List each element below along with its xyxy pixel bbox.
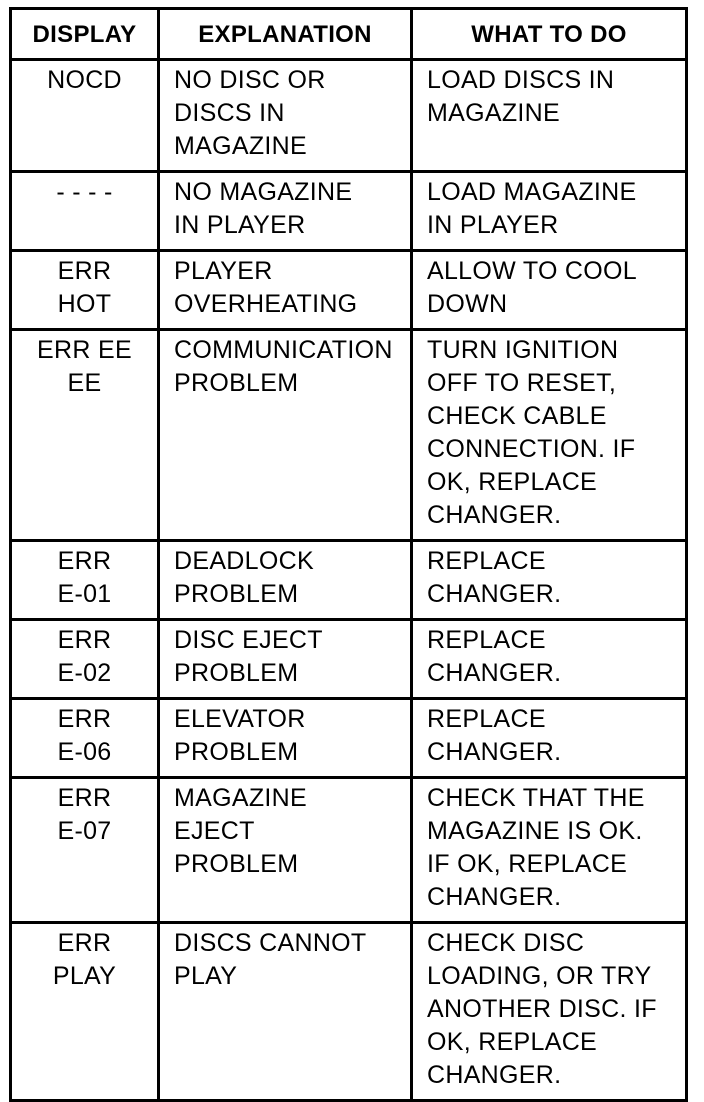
display-cell-line: ERR — [57, 257, 112, 285]
display-cell-line: E-06 — [57, 738, 112, 766]
display-cell — [11, 923, 159, 1101]
explanation-cell-line: COMMUNICATION — [174, 336, 393, 364]
header-explanation: EXPLANATION — [159, 9, 412, 60]
table-row — [11, 923, 687, 1101]
explanation-cell-line: PLAY — [174, 962, 238, 990]
what-to-do-cell-line: MAGAZINE — [427, 99, 560, 127]
what-to-do-cell — [412, 60, 687, 172]
explanation-cell-line: ELEVATOR — [174, 705, 306, 733]
table-row — [11, 251, 687, 330]
what-to-do-cell-line: DOWN — [427, 290, 508, 318]
what-to-do-cell-line: LOADING, OR TRY — [427, 962, 652, 990]
table-row — [11, 330, 687, 541]
explanation-cell — [159, 699, 412, 778]
what-to-do-cell-line: IN PLAYER — [427, 211, 559, 239]
what-to-do-cell — [412, 251, 687, 330]
explanation-cell-line: PROBLEM — [174, 850, 299, 878]
explanation-cell — [159, 251, 412, 330]
what-to-do-cell-line: REPLACE — [427, 626, 546, 654]
explanation-cell-line: EJECT — [174, 817, 255, 845]
what-to-do-cell-line: CHANGER. — [427, 883, 562, 911]
what-to-do-cell — [412, 541, 687, 620]
table-row — [11, 541, 687, 620]
explanation-cell-line: NO MAGAZINE — [174, 178, 353, 206]
what-to-do-cell-line: ALLOW TO COOL — [427, 257, 637, 285]
what-to-do-cell-line: CHECK THAT THE — [427, 784, 645, 812]
display-cell — [11, 778, 159, 923]
display-cell-line: - - - - — [56, 178, 113, 206]
display-cell-line: ERR — [57, 705, 112, 733]
display-cell-line: EE — [67, 369, 102, 397]
display-cell-line: E-07 — [57, 817, 112, 845]
table-row — [11, 60, 687, 172]
what-to-do-cell-line: LOAD DISCS IN — [427, 66, 615, 94]
explanation-cell-line: MAGAZINE — [174, 784, 307, 812]
explanation-cell — [159, 620, 412, 699]
display-cell-line: ERR — [57, 547, 112, 575]
explanation-cell-line: PLAYER — [174, 257, 273, 285]
explanation-cell-line: DISCS CANNOT — [174, 929, 367, 957]
what-to-do-cell-line: ANOTHER DISC. IF — [427, 995, 657, 1023]
explanation-cell-line: PROBLEM — [174, 738, 299, 766]
what-to-do-cell-line: TURN IGNITION — [427, 336, 619, 364]
explanation-cell — [159, 541, 412, 620]
explanation-cell-line: DISCS IN — [174, 99, 285, 127]
display-cell-line: NOCD — [47, 66, 122, 94]
what-to-do-cell — [412, 172, 687, 251]
explanation-cell — [159, 172, 412, 251]
display-cell-line: ERR — [57, 784, 112, 812]
what-to-do-cell-line: REPLACE — [427, 705, 546, 733]
what-to-do-cell-line: OK, REPLACE — [427, 1028, 598, 1056]
explanation-cell — [159, 60, 412, 172]
error-code-table-container — [9, 7, 685, 1102]
display-cell — [11, 251, 159, 330]
what-to-do-cell-line: OK, REPLACE — [427, 468, 598, 496]
what-to-do-cell-line: CHANGER. — [427, 659, 562, 687]
display-cell — [11, 172, 159, 251]
what-to-do-cell-line: IF OK, REPLACE — [427, 850, 628, 878]
error-code-table — [9, 7, 688, 1102]
display-cell — [11, 541, 159, 620]
display-cell-line: ERR — [57, 626, 112, 654]
explanation-cell — [159, 778, 412, 923]
table-row — [11, 172, 687, 251]
display-cell-line: E-01 — [57, 580, 112, 608]
what-to-do-cell-line: CHECK DISC — [427, 929, 585, 957]
table-row — [11, 620, 687, 699]
explanation-cell-line: PROBLEM — [174, 659, 299, 687]
display-cell — [11, 330, 159, 541]
what-to-do-cell-line: CHANGER. — [427, 738, 562, 766]
what-to-do-cell — [412, 330, 687, 541]
what-to-do-cell-line: CHECK CABLE — [427, 402, 607, 430]
explanation-cell-line: MAGAZINE — [174, 132, 307, 160]
display-cell-line: PLAY — [52, 962, 117, 990]
explanation-cell-line: PROBLEM — [174, 369, 299, 397]
display-cell-line: E-02 — [57, 659, 112, 687]
what-to-do-cell — [412, 620, 687, 699]
what-to-do-cell-line: MAGAZINE IS OK. — [427, 817, 643, 845]
display-cell-line: HOT — [57, 290, 112, 318]
display-cell-line: ERR — [57, 929, 112, 957]
explanation-cell — [159, 330, 412, 541]
display-cell-line: ERR EE — [37, 336, 132, 364]
header-what-to-do: WHAT TO DO — [412, 9, 687, 60]
table-row — [11, 778, 687, 923]
display-cell — [11, 60, 159, 172]
what-to-do-cell-line: LOAD MAGAZINE — [427, 178, 637, 206]
explanation-cell-line: NO DISC OR — [174, 66, 326, 94]
what-to-do-cell-line: CHANGER. — [427, 1061, 562, 1089]
header-row — [11, 9, 687, 60]
what-to-do-cell-line: CHANGER. — [427, 501, 562, 529]
explanation-cell-line: OVERHEATING — [174, 290, 358, 318]
what-to-do-cell-line: CHANGER. — [427, 580, 562, 608]
display-cell — [11, 699, 159, 778]
table-row — [11, 699, 687, 778]
what-to-do-cell-line: OFF TO RESET, — [427, 369, 617, 397]
display-cell — [11, 620, 159, 699]
what-to-do-cell — [412, 778, 687, 923]
table-body — [11, 60, 687, 1101]
explanation-cell-line: IN PLAYER — [174, 211, 306, 239]
what-to-do-cell-line: CONNECTION. IF — [427, 435, 636, 463]
explanation-cell-line: PROBLEM — [174, 580, 299, 608]
what-to-do-cell — [412, 699, 687, 778]
header-display: DISPLAY — [11, 9, 159, 60]
explanation-cell-line: DEADLOCK — [174, 547, 314, 575]
explanation-cell — [159, 923, 412, 1101]
explanation-cell-line: DISC EJECT — [174, 626, 323, 654]
what-to-do-cell — [412, 923, 687, 1101]
what-to-do-cell-line: REPLACE — [427, 547, 546, 575]
